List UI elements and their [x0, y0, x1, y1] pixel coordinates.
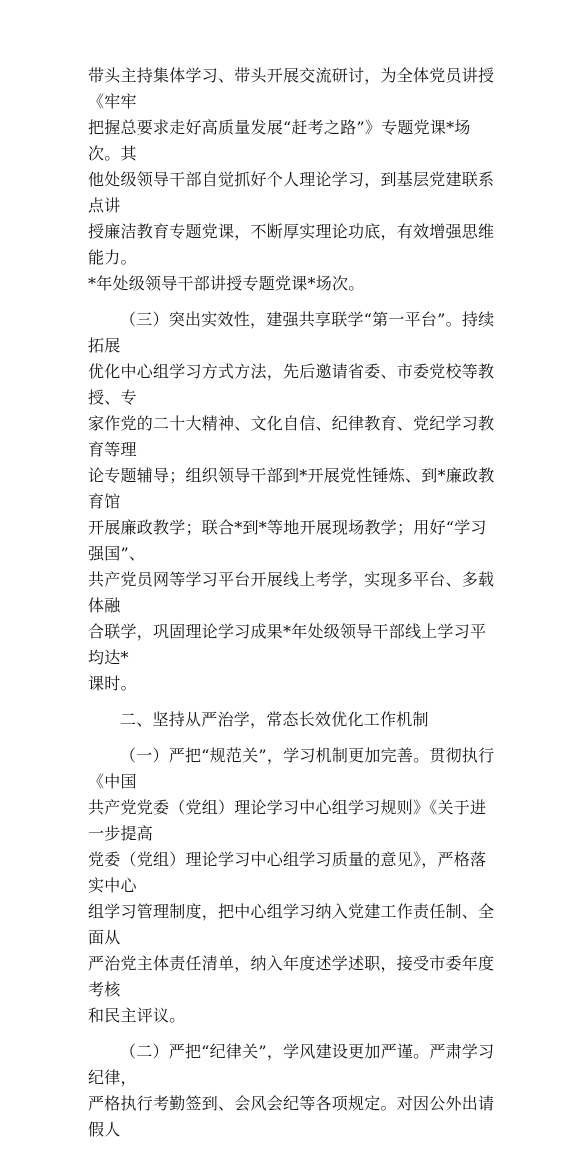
paragraph-shared-platform: （三）突出实效性，建强共享联学“第一平台”。持续拓展 优化中心组学习方式方法，先后邀请省委、市委党校等教授、专 家作党的二十大精神、文化自信、纪律教育、党纪学习教育等理 论专题辅导；组织领导干部到*开展党性锤炼、到*廉政教育馆 开展廉政教学；联合*到*等地开展现场教学；用好“学习强国”、 共产党员网等学习平台开展线上考学，实现多平台、多载体融 合联学，巩固理论学习成果*年处级领导干部线上学习平均达* 课时。 — [88, 310, 495, 693]
section-heading-strict-study: 二、坚持从严治学，常态长效优化工作机制 — [120, 710, 429, 729]
document-body — [88, 63, 500, 1153]
paragraph-study-leadership: 带头主持集体学习、带头开展交流研讨，为全体党员讲授《牢牢 把握总要求走好高质量发展“赶考之路”》专题党课*场次。其 他处级领导干部自觉抓好个人理论学习，到基层党建联系点讲 授廉洁教育专题党课，不断厚实理论功底，有效增强思维能力。 *年处级领导干部讲授专题党课*场次。 — [88, 66, 495, 293]
paragraph-discipline: （二）严把“纪律关”，学风建设更加严谨。严肃学习纪律， 严格执行考勤签到、会风会纪等各项规定。对因公外出请假人 — [88, 1042, 495, 1139]
paragraph-standards: （一）严把“规范关”，学习机制更加完善。贯彻执行《中国 共产党党委（党组）理论学习中心组学习规则》《关于进一步提高 党委（党组）理论学习中心组学习质量的意见》，严格落实中心 组学习管理制度，把中心组学习纳入党建工作责任制、全面从 严治党主体责任清单，纳入年度述学述职，接受市委年度考核 和民主评议。 — [88, 746, 495, 1025]
